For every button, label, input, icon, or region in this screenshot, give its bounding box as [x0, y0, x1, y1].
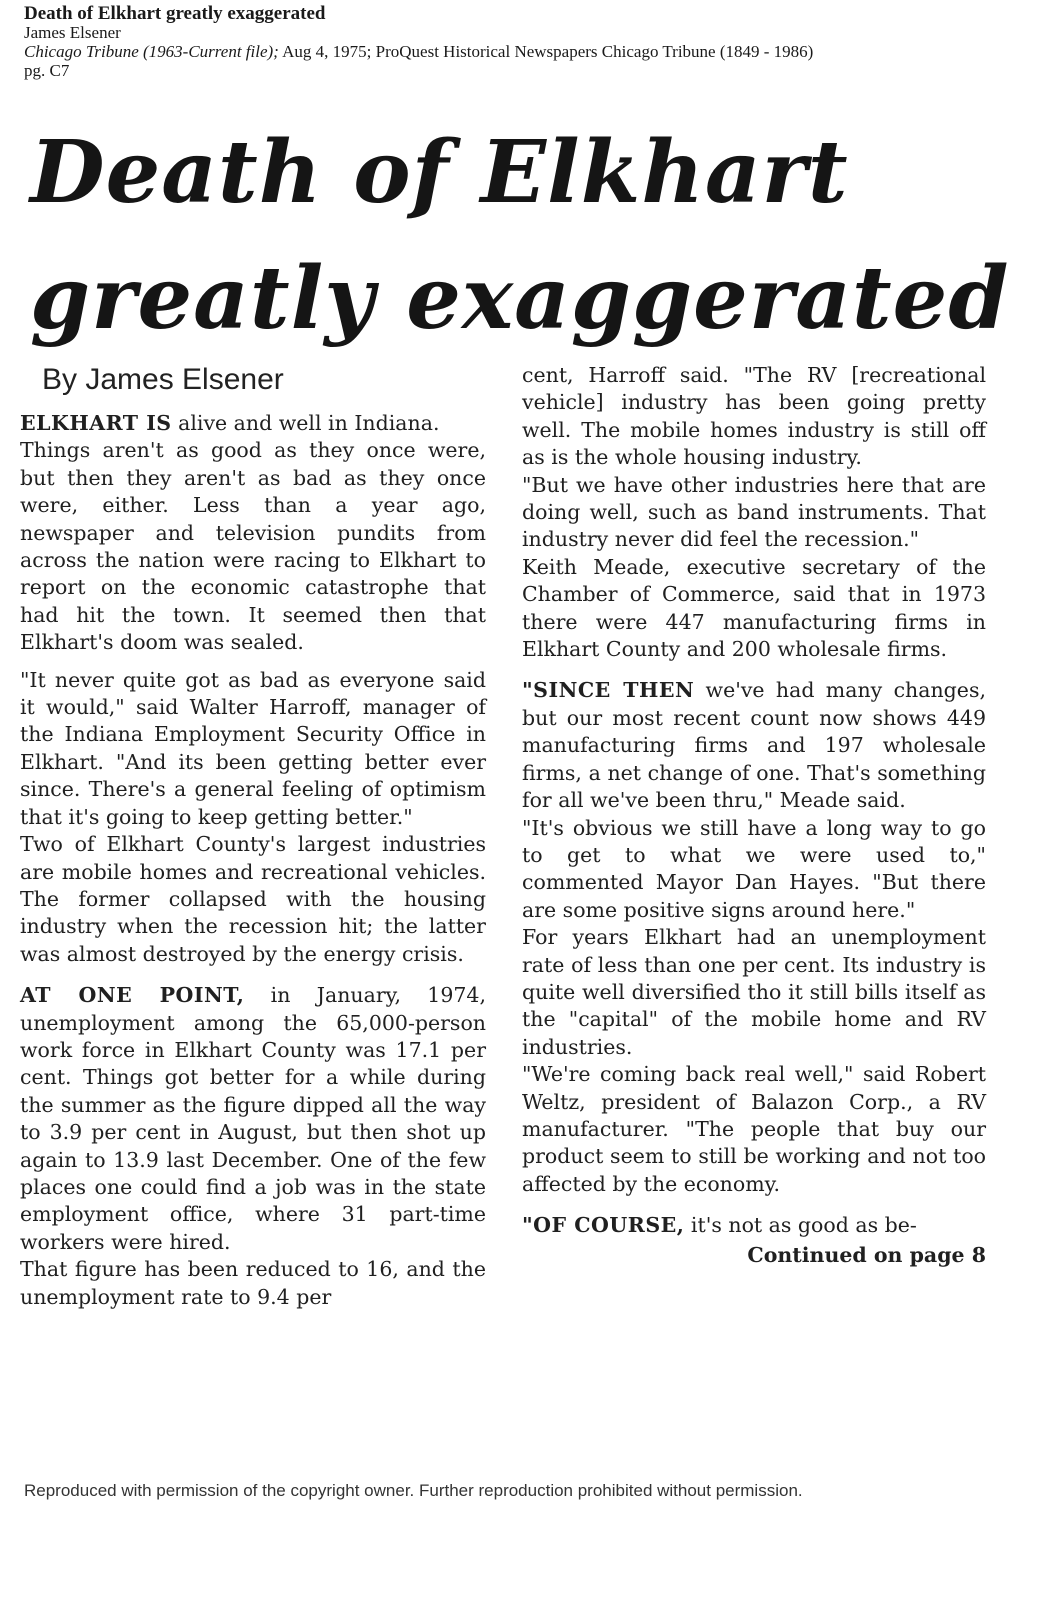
paragraph-text: in January, 1974, unemployment among the 65,000-person work force in Elkhart County was 17.1 per cent. Things got better for a while during the summer as the figure dipped all the way to 3.9 per cent in August, but then shot up again to 13.9 last December. One of the few places one could find a job was in the state employment office, where 31 part-time workers were hired. — [20, 983, 486, 1254]
paragraph: Things aren't as good as they once were, but then they aren't as bad as they once were, either. Less than a year ago, newspaper and television pundits from across the nation were racing to Elkhart to report on the economic catastrophe that had hit the town. It seemed then that Elkhart's doom was sealed. — [20, 438, 486, 655]
citation-header — [24, 4, 1034, 80]
citation-title: Death of Elkhart greatly exaggerated — [24, 3, 326, 24]
paragraph-lead-in: "SINCE THEN — [522, 678, 695, 703]
headline — [30, 110, 1020, 362]
paragraph: "We're coming back real well," said Robert Weltz, president of Balazon Corp., a RV manufacturer. "The people that buy our product seem to still be working and not too affected by the economy. — [522, 1062, 986, 1196]
citation-page: pg. C7 — [24, 61, 70, 80]
paragraph-lead-in: ELKHART IS — [20, 411, 172, 435]
paragraph: cent, Harroff said. "The RV [recreational vehicle] industry has been going pretty well. The mobile homes industry is still off as is the whole housing industry. — [522, 363, 986, 470]
paragraph — [20, 410, 486, 437]
paragraph-text: we've had many changes, but our most recent count now shows 449 manufacturing firms and 197 wholesale firms, a net change of one. That's something for all we've been thru," Meade said. — [522, 678, 986, 813]
article-column-left — [20, 362, 486, 1311]
citation-details: Aug 4, 1975; ProQuest Historical Newspapers Chicago Tribune (1849 - 1986) — [278, 42, 814, 61]
headline-line-1: Death of Elkhart — [30, 122, 849, 223]
paragraph-text: alive and well in Indiana. — [171, 411, 440, 435]
paragraph-text: it's not as good as be- — [684, 1213, 917, 1238]
byline: By James Elsener — [42, 363, 284, 396]
citation-author: James Elsener — [24, 23, 121, 42]
paragraph — [522, 677, 986, 814]
paragraph: For years Elkhart had an unemployment rate of less than one per cent. Its industry is quite well diversified tho it still bills itself as the "capital" of the mobile home and RV industries. — [522, 925, 986, 1059]
paragraph: That figure has been reduced to 16, and the unemployment rate to 9.4 per — [20, 1257, 486, 1309]
copyright-footer: Reproduced with permission of the copyright owner. Further reproduction prohibited without permission. — [24, 1481, 803, 1500]
continued-on-page: Continued on page 8 — [747, 1242, 986, 1267]
paragraph: Keith Meade, executive secretary of the Chamber of Commerce, said that in 1973 there were 447 manufacturing firms in Elkhart County and 200 wholesale firms. — [522, 554, 986, 662]
paragraph: "It's obvious we still have a long way to go to get to what we were used to," commented Mayor Dan Hayes. "But there are some positive signs around here." — [522, 815, 986, 922]
citation-source: Chicago Tribune (1963-Current file); — [24, 42, 279, 61]
citation-source-line — [24, 42, 1034, 61]
paragraph: "But we have other industries here that are doing well, such as band instruments. That industry never did feel the recession." — [522, 472, 986, 552]
paragraph-lead-in: AT ONE POINT, — [20, 983, 245, 1008]
article-column-right — [522, 362, 986, 1269]
paragraph-lead-in: "OF COURSE, — [522, 1213, 685, 1238]
paragraph: "It never quite got as bad as everyone said it would," said Walter Harroff, manager of the Indiana Employment Security Office in Elkhart. "And its been getting better ever since. There's a general feeling of optimism that it's going to keep getting better." — [20, 667, 486, 829]
paragraph — [20, 982, 486, 1256]
paragraph — [522, 1212, 986, 1239]
headline-line-2: greatly exaggerated — [30, 248, 1010, 349]
paragraph: Two of Elkhart County's largest industries are mobile homes and recreational vehicles. The former collapsed with the housing industry when the recession hit; the latter was almost destroyed by the energy crisis. — [20, 832, 486, 966]
